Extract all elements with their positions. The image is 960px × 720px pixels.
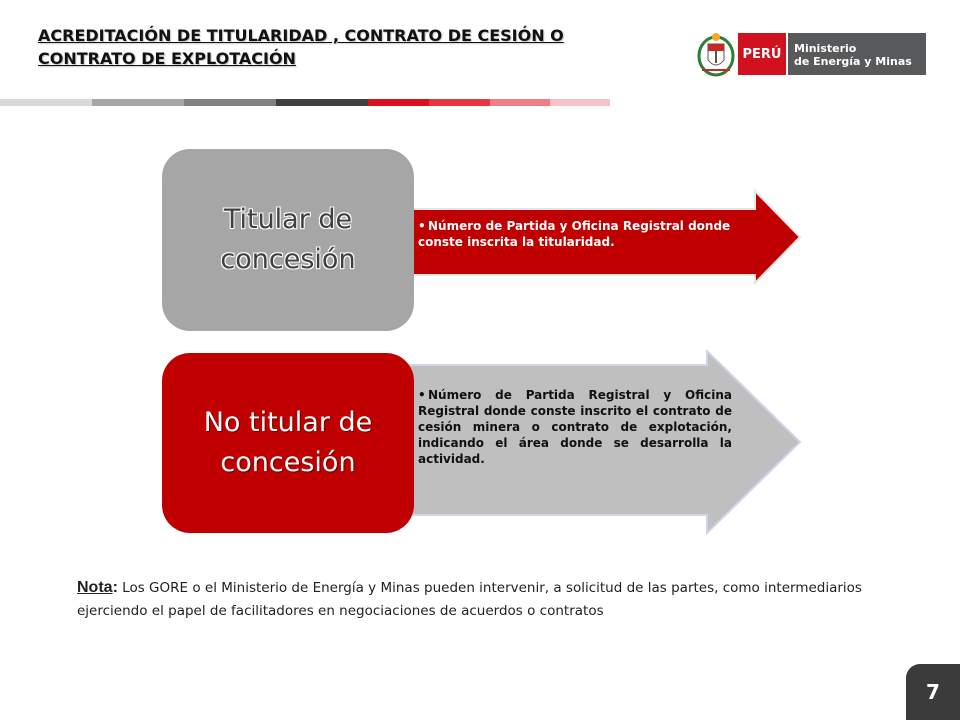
note-text: Los GORE o el Ministerio de Energía y Minas pueden intervenir, a solicitud de las partes, como intermediarios ejerciendo el papel de facilitadores en negociaciones de acuerdos o contratos [77, 580, 862, 619]
no-titular-bullet-text: Número de Partida Registral y Oficina Registral donde conste inscrito el contrato de cesión minera o contrato de explotación, indicando el área donde se desarrolla la actividad. [418, 388, 732, 466]
bullet-icon: • [418, 219, 426, 233]
title-line-1: ACREDITACIÓN DE TITULARIDAD , CONTRATO DE CESIÓN O [38, 26, 564, 45]
no-titular-label-line-1: No titular de [203, 407, 373, 438]
note [77, 576, 867, 623]
page-number: 7 [906, 664, 960, 720]
peru-badge: PERÚ [738, 33, 786, 75]
titular-bullet-text: Número de Partida y Oficina Registral donde conste inscrita la titularidad. [418, 219, 731, 249]
titular-bullet [418, 218, 758, 250]
titular-label-line-2: concesión [220, 244, 356, 275]
titular-box [162, 149, 414, 331]
titular-label-line-1: Titular de [223, 204, 353, 235]
note-label: Nota [77, 579, 113, 596]
note-colon: : [112, 579, 118, 596]
ministry-line-1: Ministerio [794, 42, 857, 55]
no-titular-box [162, 353, 414, 533]
title-line-2: CONTRATO DE EXPLOTACIÓN [38, 49, 296, 68]
bullet-icon: • [418, 388, 426, 402]
ministry-line-2: de Energía y Minas [794, 55, 912, 68]
no-titular-bullet [418, 387, 732, 467]
no-titular-label-line-2: concesión [220, 447, 356, 478]
